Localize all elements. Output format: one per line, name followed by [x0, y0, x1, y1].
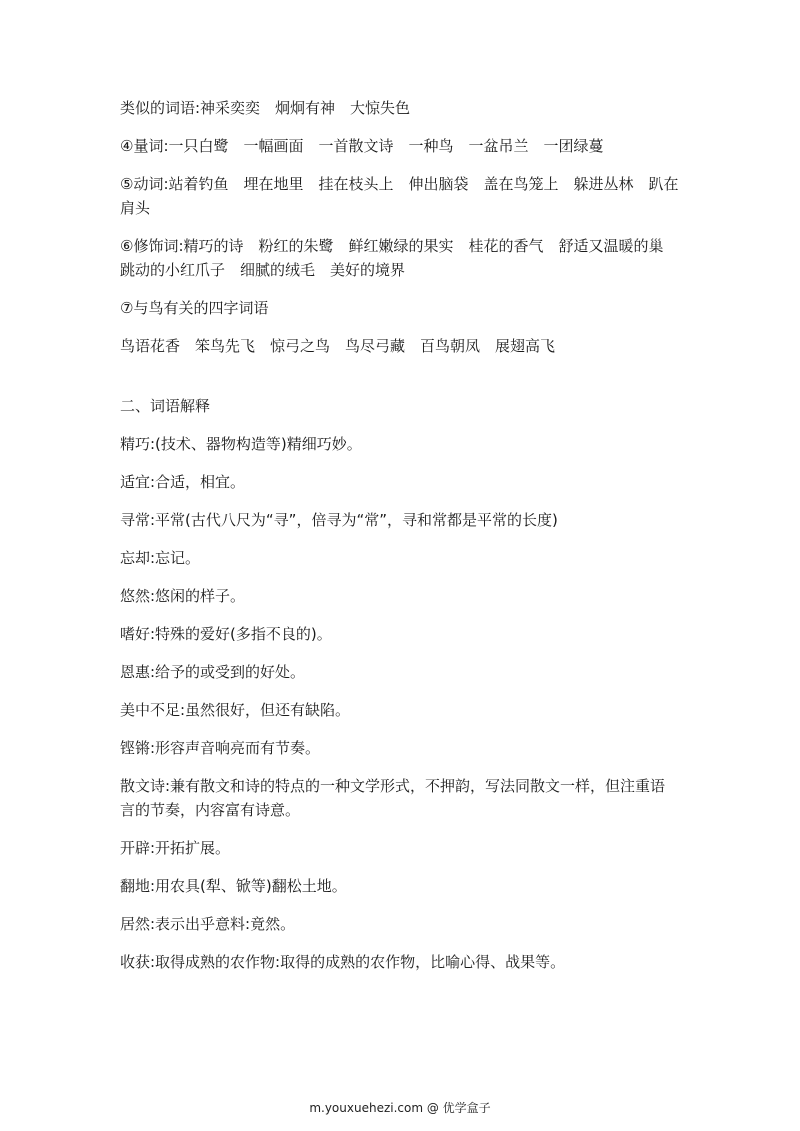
definition-entry: 寻常:平常(古代八尺为“寻”，倍寻为“常”，寻和常都是平常的长度) [120, 511, 558, 529]
definition-entry: 嗜好:特殊的爱好(多指不良的)。 [120, 625, 332, 643]
definition-entry: 忘却:忘记。 [120, 549, 201, 567]
four-char-heading: ⑦与鸟有关的四字词语 [120, 299, 269, 317]
definition-entry: 铿锵:形容声音响亮而有节奏。 [120, 739, 321, 757]
four-char-words-line: 鸟语花香 笨鸟先飞 惊弓之鸟 鸟尽弓藏 百鸟朝凤 展翅高飞 [120, 337, 556, 355]
definition-entry: 居然:表示出乎意料:竟然。 [120, 915, 296, 933]
definition-entry: 美中不足:虽然很好，但还有缺陷。 [120, 701, 351, 719]
similar-words-line: 类似的词语:神采奕奕 炯炯有神 大惊失色 [120, 99, 411, 117]
definition-entry: 收获:取得成熟的农作物:取得的成熟的农作物，比喻心得、战果等。 [120, 953, 566, 971]
section2-heading: 二、词语解释 [120, 397, 211, 415]
definition-entry: 精巧:(技术、器物构造等)精细巧妙。 [120, 435, 362, 453]
definition-entry: 散文诗:兼有散文和诗的特点的一种文学形式，不押韵，写法同散文一样，但注重语言的节奏，内容富有诗意。 [120, 777, 666, 819]
measure-words-line: ④量词:一只白鹭 一幅画面 一首散文诗 一种鸟 一盆吊兰 一团绿蔓 [120, 137, 604, 155]
modifiers-line: ⑥修饰词:精巧的诗 粉红的朱鹭 鲜红嫩绿的果实 桂花的香气 舒适又温暖的巢 跳动的小红爪子 细腻的绒毛 美好的境界 [120, 237, 679, 279]
footer-watermark: m.youxuehezi.com @ 优学盒子 [309, 1101, 491, 1115]
definition-entry: 恩惠:给予的或受到的好处。 [120, 663, 306, 681]
definition-entry: 开辟:开拓扩展。 [120, 839, 231, 857]
definition-entry: 翻地:用农具(犁、锨等)翻松土地。 [120, 877, 347, 895]
document-body [120, 96, 680, 974]
definition-entry: 适宜:合适，相宜。 [120, 473, 246, 491]
verbs-line: ⑤动词:站着钓鱼 埋在地里 挂在枝头上 伸出脑袋 盖在鸟笼上 躲进丛林 趴在肩头 [120, 175, 679, 217]
definition-entry: 悠然:悠闲的样子。 [120, 587, 246, 605]
